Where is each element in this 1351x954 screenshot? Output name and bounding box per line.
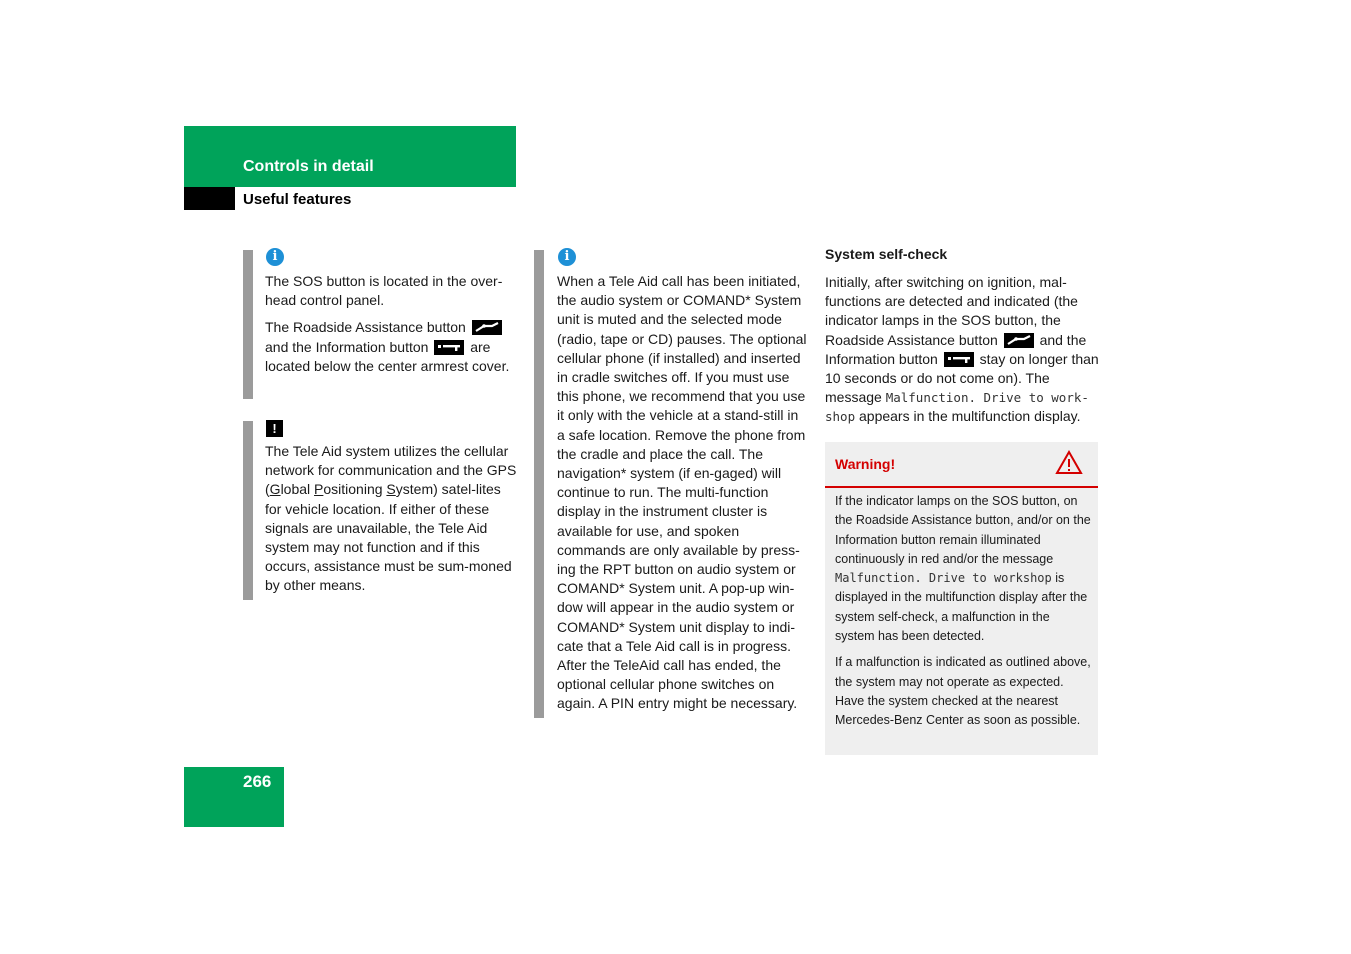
warning-triangle-icon <box>1055 450 1083 480</box>
malfunction-message: Malfunction. Drive to work-shop <box>825 390 1089 425</box>
info-icon: i <box>558 248 576 266</box>
left-info-para1: The SOS button is located in the over-head control panel. <box>265 273 503 309</box>
system-self-check-heading: System self-check <box>825 246 948 262</box>
header-tab <box>184 187 235 210</box>
info-icon: i <box>266 248 284 266</box>
information-button-icon <box>434 340 464 355</box>
warning-text: If the indicator lamps on the SOS button, on the Roadside Assistance button, and/or on the Information button remain illuminated continuously in red and/or the message Malfunction. Drive to workshop is displayed in the multifunction display after the system self-check, a malfunction in the system has been detected. If a malfunction is indicated as outlined above, the system may not operate as expected. Have the system checked at the nearest Mercedes-Benz Center as soon as possible. <box>835 494 1091 728</box>
note-bar <box>243 250 253 399</box>
page-number: 266 <box>243 772 272 791</box>
section-title: Controls in detail <box>243 158 374 175</box>
left-info-note <box>265 272 517 384</box>
warning-label: Warning! <box>835 456 896 472</box>
malfunction-message: Malfunction. Drive to workshop <box>835 571 1052 586</box>
left-caution-note: The Tele Aid system utilizes the cellular network for communication and the GPS (Global Positioning System) satel-lites for vehicle location. If either of these signals are unavailable, the Tele Aid system may not function and if this occurs, assistance must be sum-moned by other means. <box>265 443 517 594</box>
left-info-para2: The Roadside Assistance button and the Information button are located below the center armrest cover. <box>265 319 510 374</box>
roadside-assistance-button-icon <box>472 320 502 335</box>
caution-bar <box>243 421 253 600</box>
exclamation-icon: ! <box>266 420 283 437</box>
roadside-assistance-button-icon <box>1004 333 1034 348</box>
note-bar <box>534 250 544 718</box>
header-band <box>184 126 516 187</box>
middle-info-note: When a Tele Aid call has been initiated, the audio system or COMAND* System unit is muted and the selected mode (radio, tape or CD) pauses. The optional cellular phone (if installed) and inserted in cradle switches off. If you must use this phone, we recommend that you use it only with the vehicle at a stand-still in a safe location. Remove the phone from the cradle and place the call. The navigation* system (if en-gaged) will continue to run. The multi-function display in the instrument cluster is available for use, and spoken commands are only available by press-ing the RPT button on audio system or COMAND* System unit. A pop-up win-dow will appear in the audio system or COMAND* System unit display to indi-cate that a Tele Aid call is in progress. After the TeleAid call has ended, the optional cellular phone switches on again. A PIN entry might be necessary. <box>557 273 807 712</box>
information-button-icon <box>944 352 974 367</box>
self-check-paragraph: Initially, after switching on ignition, mal-functions are detected and indicated (the indicator lamps in the SOS button, the Roadside Assistance button and the Information button stay on longer than 10 seconds or do not come on). The message Malfunction. Drive to work-shop appears in the multifunction display. <box>825 274 1099 425</box>
subsection-title: Useful features <box>243 191 352 208</box>
